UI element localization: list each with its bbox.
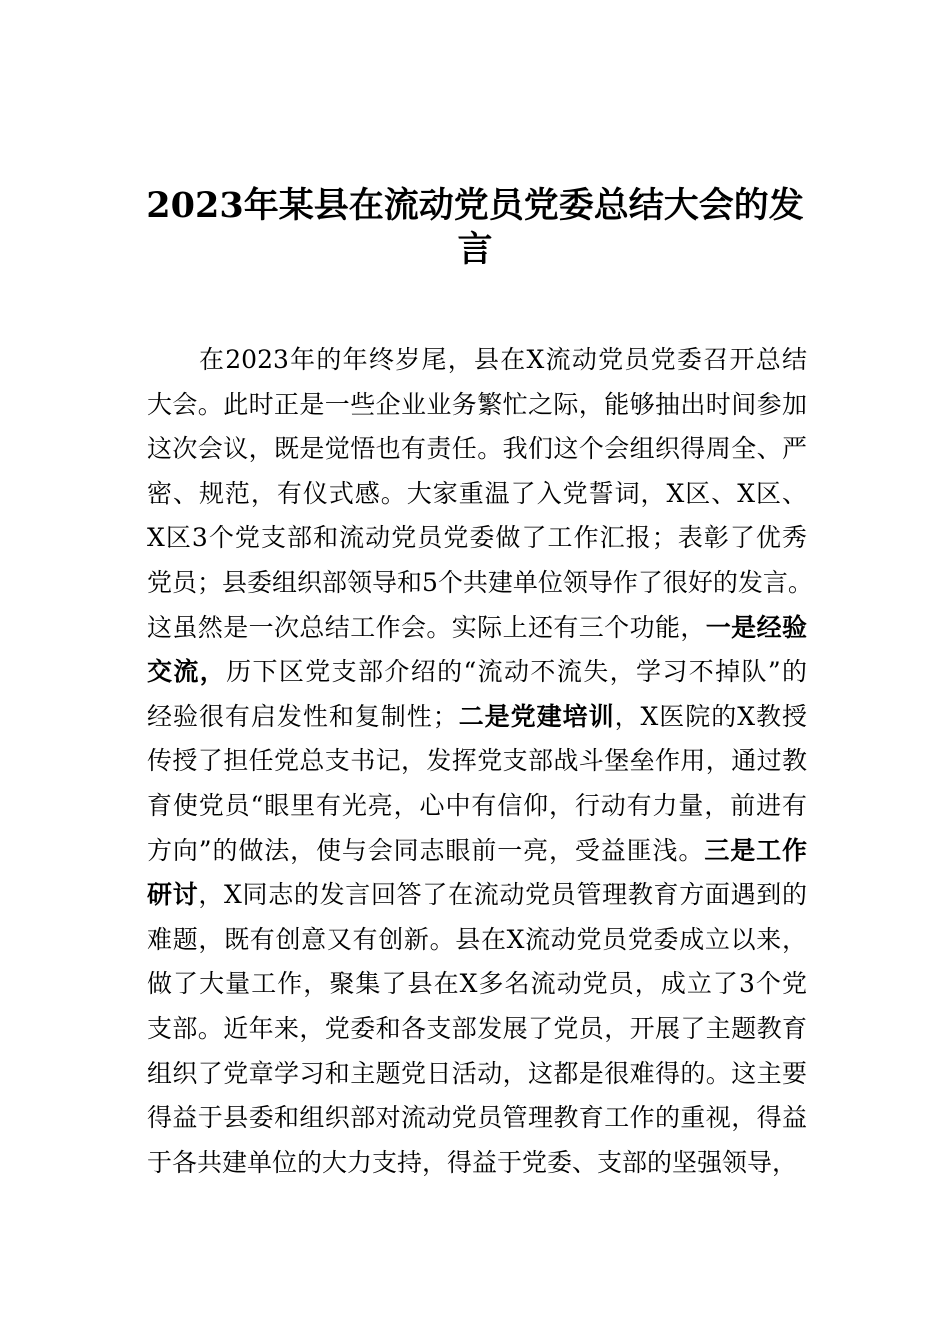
body-line [147, 739, 807, 784]
text-segment: 密、规范，有仪式感。大家重温了入党誓词，X区、X区、 [147, 478, 807, 508]
text-segment: 历下区党支部介绍的“流动不流失，学习不掉队”的 [226, 657, 807, 687]
text-segment: 于各共建单位的大力支持，得益于党委、支部的坚强领导， [147, 1147, 798, 1177]
text-segment: 做了大量工作，聚集了县在X多名流动党员，成立了3个党 [147, 969, 807, 999]
text-segment: 方向”的做法，使与会同志眼前一亮，受益匪浅。 [147, 835, 705, 865]
document-title-line-2: 言 [457, 229, 493, 270]
bold-text-segment: 研讨 [147, 880, 199, 910]
bold-text-segment: 三是工作 [704, 835, 807, 865]
text-segment: 育使党员“眼里有光亮，心中有信仰，行动有力量，前进有 [147, 790, 807, 820]
document-title-line-1: 2023年某县在流动党员党委总结大会的发 [146, 185, 804, 226]
body-line [147, 383, 807, 428]
body-line [147, 1052, 807, 1097]
bold-text-segment: 交流， [147, 657, 227, 687]
text-segment: 支部。近年来，党委和各支部发展了党员，开展了主题教育 [147, 1013, 807, 1043]
body-line [147, 338, 807, 383]
bold-text-segment: 二是党建培训 [457, 701, 615, 731]
body-line [147, 1141, 807, 1186]
body-line [147, 516, 807, 561]
body-line [147, 962, 807, 1007]
body-line [147, 427, 807, 472]
text-segment: 这次会议，既是觉悟也有责任。我们这个会组织得周全、严 [147, 434, 807, 464]
text-segment: 传授了担任党总支书记，发挥党支部战斗堡垒作用，通过教 [147, 746, 807, 776]
body-line [147, 829, 807, 874]
body-line [147, 472, 807, 517]
bold-text-segment: 一是经验 [705, 612, 807, 642]
body-line [147, 1096, 807, 1141]
text-segment: 得益于县委和组织部对流动党员管理教育工作的重视，得益 [147, 1103, 807, 1133]
text-segment: X区3个党支部和流动党员党委做了工作汇报；表彰了优秀 [147, 523, 807, 553]
text-segment: 在2023年的年终岁尾，县在X流动党员党委召开总结 [199, 345, 807, 374]
body-paragraph [147, 338, 813, 1185]
body-line [147, 918, 807, 963]
body-line [147, 561, 813, 606]
body-line [147, 784, 807, 829]
text-segment: 党员；县委组织部领导和5个共建单位领导作了很好的发言。 [147, 567, 813, 597]
body-line [147, 606, 807, 651]
text-segment: 经验很有启发性和复制性； [147, 701, 458, 731]
body-line [147, 650, 807, 695]
text-segment: 大会。此时正是一些企业业务繁忙之际，能够抽出时间参加 [147, 389, 807, 419]
text-segment: 这虽然是一次总结工作会。实际上还有三个功能， [147, 612, 706, 642]
body-line [147, 873, 807, 918]
text-segment: 组织了党章学习和主题党日活动，这都是很难得的。这主要 [147, 1058, 807, 1088]
text-segment: ，X医院的X教授 [614, 701, 807, 731]
body-line [147, 695, 807, 740]
text-segment: 难题，既有创意又有创新。县在X流动党员党委成立以来， [147, 924, 807, 954]
body-line [147, 1007, 807, 1052]
text-segment: ，X同志的发言回答了在流动党员管理教育方面遇到的 [198, 880, 807, 910]
